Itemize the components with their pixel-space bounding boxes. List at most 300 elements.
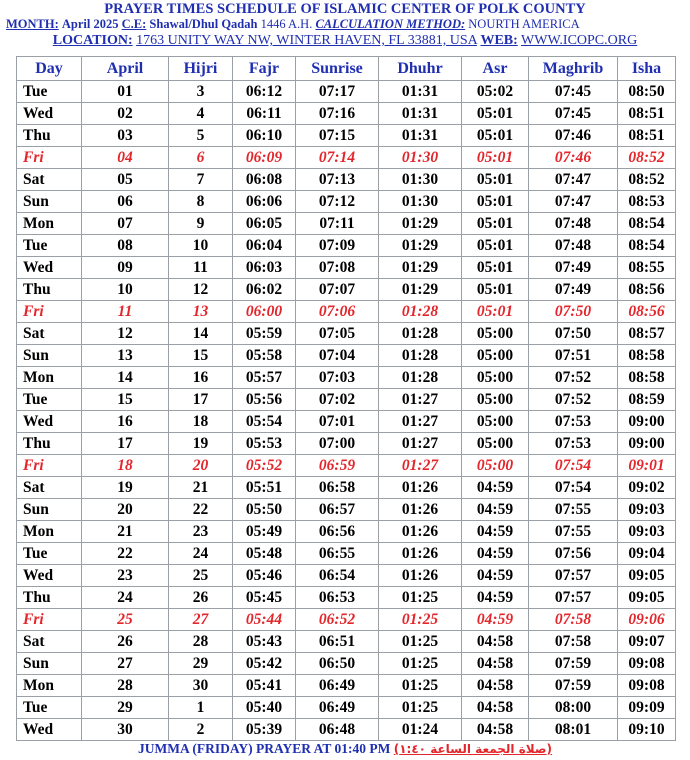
location-line: [0, 32, 690, 50]
cell-april: 27: [82, 653, 169, 675]
cell-april: 23: [82, 565, 169, 587]
cell-maghrib: 07:48: [529, 213, 618, 235]
cell-maghrib: 08:00: [529, 697, 618, 719]
cell-day: Thu: [17, 125, 82, 147]
table-row: [17, 103, 676, 125]
month-value: April 2025: [61, 17, 119, 31]
cell-hijri: 5: [169, 125, 233, 147]
cell-fajr: 05:46: [233, 565, 296, 587]
cell-isha: 09:06: [618, 609, 676, 631]
cell-dhuhr: 01:28: [379, 345, 462, 367]
cell-fajr: 06:02: [233, 279, 296, 301]
cell-sunrise: 06:58: [296, 477, 379, 499]
cell-isha: 08:53: [618, 191, 676, 213]
table-header-row: [17, 57, 676, 81]
column-header-dhuhr: Dhuhr: [379, 57, 462, 81]
cell-day: Thu: [17, 433, 82, 455]
cell-sunrise: 07:06: [296, 301, 379, 323]
cell-hijri: 12: [169, 279, 233, 301]
cell-dhuhr: 01:25: [379, 587, 462, 609]
cell-day: Sun: [17, 653, 82, 675]
cell-asr: 05:00: [462, 411, 529, 433]
cell-asr: 05:02: [462, 81, 529, 103]
cell-april: 08: [82, 235, 169, 257]
cell-fajr: 05:53: [233, 433, 296, 455]
cell-sunrise: 06:51: [296, 631, 379, 653]
cell-fajr: 05:44: [233, 609, 296, 631]
cell-asr: 05:01: [462, 213, 529, 235]
table-row: [17, 213, 676, 235]
cell-day: Fri: [17, 301, 82, 323]
column-header-day: Day: [17, 57, 82, 81]
column-header-isha: Isha: [618, 57, 676, 81]
column-header-maghrib: Maghrib: [529, 57, 618, 81]
table-row: [17, 323, 676, 345]
cell-fajr: 05:43: [233, 631, 296, 653]
cell-sunrise: 07:09: [296, 235, 379, 257]
month-label: MONTH:: [6, 17, 59, 31]
cell-asr: 05:01: [462, 235, 529, 257]
cell-april: 30: [82, 719, 169, 741]
cell-day: Thu: [17, 279, 82, 301]
table-row: [17, 543, 676, 565]
cell-asr: 04:59: [462, 543, 529, 565]
cell-hijri: 9: [169, 213, 233, 235]
table-row: [17, 653, 676, 675]
cell-fajr: 05:56: [233, 389, 296, 411]
cell-fajr: 06:00: [233, 301, 296, 323]
cell-sunrise: 07:17: [296, 81, 379, 103]
cell-hijri: 6: [169, 147, 233, 169]
cell-day: Tue: [17, 697, 82, 719]
web-label: WEB:: [480, 33, 518, 48]
cell-april: 09: [82, 257, 169, 279]
cell-hijri: 23: [169, 521, 233, 543]
cell-hijri: 7: [169, 169, 233, 191]
cell-sunrise: 07:07: [296, 279, 379, 301]
cell-isha: 09:09: [618, 697, 676, 719]
cell-isha: 08:52: [618, 169, 676, 191]
cell-sunrise: 06:52: [296, 609, 379, 631]
cell-april: 15: [82, 389, 169, 411]
cell-sunrise: 07:03: [296, 367, 379, 389]
column-header-hijri: Hijri: [169, 57, 233, 81]
cell-dhuhr: 01:28: [379, 367, 462, 389]
cell-dhuhr: 01:29: [379, 257, 462, 279]
column-header-sunrise: Sunrise: [296, 57, 379, 81]
cell-dhuhr: 01:28: [379, 323, 462, 345]
cell-april: 04: [82, 147, 169, 169]
cell-day: Tue: [17, 543, 82, 565]
table-row: [17, 125, 676, 147]
cell-asr: 04:59: [462, 609, 529, 631]
cell-maghrib: 07:45: [529, 81, 618, 103]
cell-fajr: 05:57: [233, 367, 296, 389]
cell-day: Tue: [17, 235, 82, 257]
cell-maghrib: 07:52: [529, 389, 618, 411]
web-link[interactable]: WWW.ICOPC.ORG: [521, 33, 638, 48]
cell-hijri: 27: [169, 609, 233, 631]
cell-sunrise: 06:48: [296, 719, 379, 741]
cell-day: Tue: [17, 81, 82, 103]
cell-asr: 05:00: [462, 389, 529, 411]
cell-hijri: 11: [169, 257, 233, 279]
schedule-title: PRAYER TIMES SCHEDULE OF ISLAMIC CENTER OF POLK COUNTY: [104, 1, 586, 17]
cell-asr: 05:00: [462, 455, 529, 477]
cell-sunrise: 06:53: [296, 587, 379, 609]
cell-dhuhr: 01:30: [379, 191, 462, 213]
cell-maghrib: 07:52: [529, 367, 618, 389]
cell-isha: 08:54: [618, 235, 676, 257]
cell-dhuhr: 01:24: [379, 719, 462, 741]
hijri-year: 1446 A.H.: [260, 17, 313, 31]
cell-day: Wed: [17, 565, 82, 587]
cell-asr: 04:58: [462, 675, 529, 697]
table-row: [17, 697, 676, 719]
cell-day: Tue: [17, 389, 82, 411]
cell-sunrise: 06:55: [296, 543, 379, 565]
cell-fajr: 05:49: [233, 521, 296, 543]
table-row: [17, 147, 676, 169]
cell-isha: 08:50: [618, 81, 676, 103]
table-row: [17, 389, 676, 411]
table-row: [17, 191, 676, 213]
table-row: [17, 521, 676, 543]
cell-april: 01: [82, 81, 169, 103]
cell-fajr: 06:12: [233, 81, 296, 103]
cell-isha: 08:58: [618, 345, 676, 367]
cell-asr: 05:01: [462, 125, 529, 147]
cell-dhuhr: 01:28: [379, 301, 462, 323]
cell-fajr: 06:04: [233, 235, 296, 257]
ce-value: Shawal/Dhul Qadah: [149, 17, 258, 31]
table-row: [17, 609, 676, 631]
cell-day: Sat: [17, 169, 82, 191]
cell-asr: 04:59: [462, 565, 529, 587]
cell-maghrib: 07:45: [529, 103, 618, 125]
cell-isha: 09:07: [618, 631, 676, 653]
cell-sunrise: 06:49: [296, 675, 379, 697]
cell-sunrise: 07:02: [296, 389, 379, 411]
cell-hijri: 13: [169, 301, 233, 323]
cell-fajr: 05:51: [233, 477, 296, 499]
cell-april: 14: [82, 367, 169, 389]
cell-fajr: 05:59: [233, 323, 296, 345]
cell-dhuhr: 01:30: [379, 147, 462, 169]
cell-day: Mon: [17, 367, 82, 389]
cell-asr: 04:58: [462, 631, 529, 653]
ce-label: C.E:: [121, 17, 147, 31]
cell-asr: 04:59: [462, 499, 529, 521]
cell-maghrib: 07:54: [529, 477, 618, 499]
cell-dhuhr: 01:26: [379, 565, 462, 587]
cell-maghrib: 07:53: [529, 411, 618, 433]
cell-hijri: 20: [169, 455, 233, 477]
cell-april: 12: [82, 323, 169, 345]
cell-day: Fri: [17, 147, 82, 169]
cell-maghrib: 07:54: [529, 455, 618, 477]
cell-april: 22: [82, 543, 169, 565]
prayer-times-table: [16, 56, 676, 741]
cell-day: Wed: [17, 257, 82, 279]
table-row: [17, 169, 676, 191]
cell-day: Sat: [17, 631, 82, 653]
cell-april: 19: [82, 477, 169, 499]
cell-isha: 08:54: [618, 213, 676, 235]
cell-dhuhr: 01:27: [379, 433, 462, 455]
cell-sunrise: 07:14: [296, 147, 379, 169]
cell-dhuhr: 01:30: [379, 169, 462, 191]
cell-sunrise: 07:16: [296, 103, 379, 125]
table-row: [17, 367, 676, 389]
cell-asr: 05:01: [462, 169, 529, 191]
jumma-footer: [0, 740, 690, 758]
table-body: [17, 81, 676, 741]
cell-dhuhr: 01:27: [379, 411, 462, 433]
cell-hijri: 21: [169, 477, 233, 499]
cell-dhuhr: 01:25: [379, 697, 462, 719]
cell-fajr: 06:03: [233, 257, 296, 279]
cell-day: Sun: [17, 191, 82, 213]
cell-dhuhr: 01:31: [379, 125, 462, 147]
cell-isha: 09:00: [618, 433, 676, 455]
cell-fajr: 05:45: [233, 587, 296, 609]
cell-fajr: 05:48: [233, 543, 296, 565]
cell-sunrise: 06:49: [296, 697, 379, 719]
cell-day: Sun: [17, 345, 82, 367]
cell-maghrib: 07:48: [529, 235, 618, 257]
method-value: NOURTH AMERICA: [468, 17, 580, 31]
cell-hijri: 24: [169, 543, 233, 565]
cell-fajr: 06:08: [233, 169, 296, 191]
cell-isha: 09:03: [618, 499, 676, 521]
cell-fajr: 06:11: [233, 103, 296, 125]
cell-maghrib: 07:59: [529, 675, 618, 697]
cell-hijri: 26: [169, 587, 233, 609]
cell-hijri: 17: [169, 389, 233, 411]
table-row: [17, 279, 676, 301]
cell-april: 02: [82, 103, 169, 125]
cell-dhuhr: 01:26: [379, 477, 462, 499]
cell-asr: 05:01: [462, 279, 529, 301]
cell-asr: 04:59: [462, 477, 529, 499]
cell-day: Sat: [17, 323, 82, 345]
cell-maghrib: 07:51: [529, 345, 618, 367]
cell-isha: 09:05: [618, 587, 676, 609]
cell-isha: 09:00: [618, 411, 676, 433]
cell-sunrise: 07:13: [296, 169, 379, 191]
cell-maghrib: 07:58: [529, 631, 618, 653]
table-row: [17, 587, 676, 609]
cell-day: Fri: [17, 609, 82, 631]
cell-day: Wed: [17, 411, 82, 433]
cell-dhuhr: 01:27: [379, 455, 462, 477]
table-row: [17, 455, 676, 477]
cell-sunrise: 06:50: [296, 653, 379, 675]
cell-april: 03: [82, 125, 169, 147]
table-row: [17, 235, 676, 257]
cell-isha: 09:01: [618, 455, 676, 477]
cell-hijri: 8: [169, 191, 233, 213]
cell-isha: 08:58: [618, 367, 676, 389]
cell-maghrib: 07:49: [529, 257, 618, 279]
cell-isha: 09:05: [618, 565, 676, 587]
cell-sunrise: 07:08: [296, 257, 379, 279]
cell-maghrib: 07:55: [529, 499, 618, 521]
jumma-arabic-text: (صلاة الجمعة الساعة ١:٤٠): [393, 742, 552, 756]
cell-maghrib: 07:46: [529, 125, 618, 147]
cell-asr: 05:01: [462, 257, 529, 279]
cell-dhuhr: 01:26: [379, 521, 462, 543]
cell-day: Thu: [17, 587, 82, 609]
cell-dhuhr: 01:25: [379, 631, 462, 653]
cell-maghrib: 07:47: [529, 191, 618, 213]
cell-asr: 04:58: [462, 719, 529, 741]
cell-hijri: 18: [169, 411, 233, 433]
cell-dhuhr: 01:26: [379, 499, 462, 521]
cell-asr: 05:01: [462, 191, 529, 213]
cell-fajr: 06:06: [233, 191, 296, 213]
cell-maghrib: 07:49: [529, 279, 618, 301]
cell-april: 20: [82, 499, 169, 521]
cell-dhuhr: 01:29: [379, 213, 462, 235]
cell-isha: 08:59: [618, 389, 676, 411]
cell-dhuhr: 01:29: [379, 279, 462, 301]
cell-hijri: 10: [169, 235, 233, 257]
cell-sunrise: 07:12: [296, 191, 379, 213]
cell-sunrise: 06:54: [296, 565, 379, 587]
table-row: [17, 345, 676, 367]
table-row: [17, 719, 676, 741]
table-row: [17, 257, 676, 279]
cell-hijri: 25: [169, 565, 233, 587]
cell-day: Fri: [17, 455, 82, 477]
cell-maghrib: 07:56: [529, 543, 618, 565]
column-header-april: April: [82, 57, 169, 81]
cell-dhuhr: 01:27: [379, 389, 462, 411]
location-value: 1763 UNITY WAY NW, WINTER HAVEN, FL 33881, USA: [136, 33, 477, 48]
cell-dhuhr: 01:25: [379, 675, 462, 697]
cell-fajr: 06:09: [233, 147, 296, 169]
cell-isha: 08:51: [618, 103, 676, 125]
cell-sunrise: 07:05: [296, 323, 379, 345]
cell-hijri: 3: [169, 81, 233, 103]
cell-april: 29: [82, 697, 169, 719]
cell-asr: 05:00: [462, 367, 529, 389]
cell-maghrib: 07:53: [529, 433, 618, 455]
cell-april: 16: [82, 411, 169, 433]
jumma-text: JUMMA (FRIDAY) PRAYER AT 01:40 PM: [138, 741, 391, 756]
cell-sunrise: 07:15: [296, 125, 379, 147]
cell-asr: 05:00: [462, 323, 529, 345]
cell-april: 24: [82, 587, 169, 609]
table-row: [17, 433, 676, 455]
cell-day: Wed: [17, 103, 82, 125]
cell-april: 17: [82, 433, 169, 455]
cell-dhuhr: 01:29: [379, 235, 462, 257]
cell-maghrib: 07:57: [529, 587, 618, 609]
cell-hijri: 1: [169, 697, 233, 719]
cell-hijri: 4: [169, 103, 233, 125]
cell-maghrib: 07:55: [529, 521, 618, 543]
cell-day: Sat: [17, 477, 82, 499]
cell-sunrise: 06:57: [296, 499, 379, 521]
cell-fajr: 06:10: [233, 125, 296, 147]
cell-isha: 08:52: [618, 147, 676, 169]
cell-dhuhr: 01:31: [379, 103, 462, 125]
cell-asr: 04:59: [462, 521, 529, 543]
column-header-fajr: Fajr: [233, 57, 296, 81]
cell-asr: 05:01: [462, 103, 529, 125]
cell-day: Mon: [17, 521, 82, 543]
cell-april: 10: [82, 279, 169, 301]
cell-april: 13: [82, 345, 169, 367]
cell-day: Sun: [17, 499, 82, 521]
cell-asr: 05:01: [462, 301, 529, 323]
cell-sunrise: 06:56: [296, 521, 379, 543]
cell-asr: 05:00: [462, 345, 529, 367]
cell-fajr: 05:50: [233, 499, 296, 521]
cell-sunrise: 07:11: [296, 213, 379, 235]
cell-fajr: 05:42: [233, 653, 296, 675]
cell-april: 07: [82, 213, 169, 235]
table-row: [17, 565, 676, 587]
cell-april: 18: [82, 455, 169, 477]
cell-fajr: 06:05: [233, 213, 296, 235]
cell-isha: 09:08: [618, 675, 676, 697]
cell-maghrib: 07:50: [529, 323, 618, 345]
cell-fajr: 05:58: [233, 345, 296, 367]
cell-april: 11: [82, 301, 169, 323]
cell-isha: 08:56: [618, 279, 676, 301]
month-info-line: [6, 17, 690, 31]
cell-asr: 05:00: [462, 433, 529, 455]
cell-isha: 09:04: [618, 543, 676, 565]
cell-hijri: 15: [169, 345, 233, 367]
cell-sunrise: 07:01: [296, 411, 379, 433]
table-row: [17, 499, 676, 521]
cell-hijri: 28: [169, 631, 233, 653]
cell-dhuhr: 01:25: [379, 609, 462, 631]
method-label: CALCULATION METHOD:: [315, 17, 466, 31]
cell-fajr: 05:39: [233, 719, 296, 741]
cell-april: 05: [82, 169, 169, 191]
cell-fajr: 05:40: [233, 697, 296, 719]
cell-asr: 04:58: [462, 653, 529, 675]
table-row: [17, 631, 676, 653]
cell-maghrib: 07:59: [529, 653, 618, 675]
cell-maghrib: 07:58: [529, 609, 618, 631]
cell-maghrib: 07:47: [529, 169, 618, 191]
cell-hijri: 30: [169, 675, 233, 697]
cell-april: 25: [82, 609, 169, 631]
cell-hijri: 19: [169, 433, 233, 455]
cell-isha: 08:56: [618, 301, 676, 323]
cell-isha: 09:02: [618, 477, 676, 499]
cell-hijri: 14: [169, 323, 233, 345]
cell-fajr: 05:41: [233, 675, 296, 697]
cell-isha: 08:51: [618, 125, 676, 147]
cell-maghrib: 07:57: [529, 565, 618, 587]
cell-sunrise: 06:59: [296, 455, 379, 477]
cell-sunrise: 07:00: [296, 433, 379, 455]
cell-hijri: 16: [169, 367, 233, 389]
cell-asr: 04:59: [462, 587, 529, 609]
cell-maghrib: 07:46: [529, 147, 618, 169]
cell-dhuhr: 01:25: [379, 653, 462, 675]
cell-hijri: 22: [169, 499, 233, 521]
cell-fajr: 05:52: [233, 455, 296, 477]
